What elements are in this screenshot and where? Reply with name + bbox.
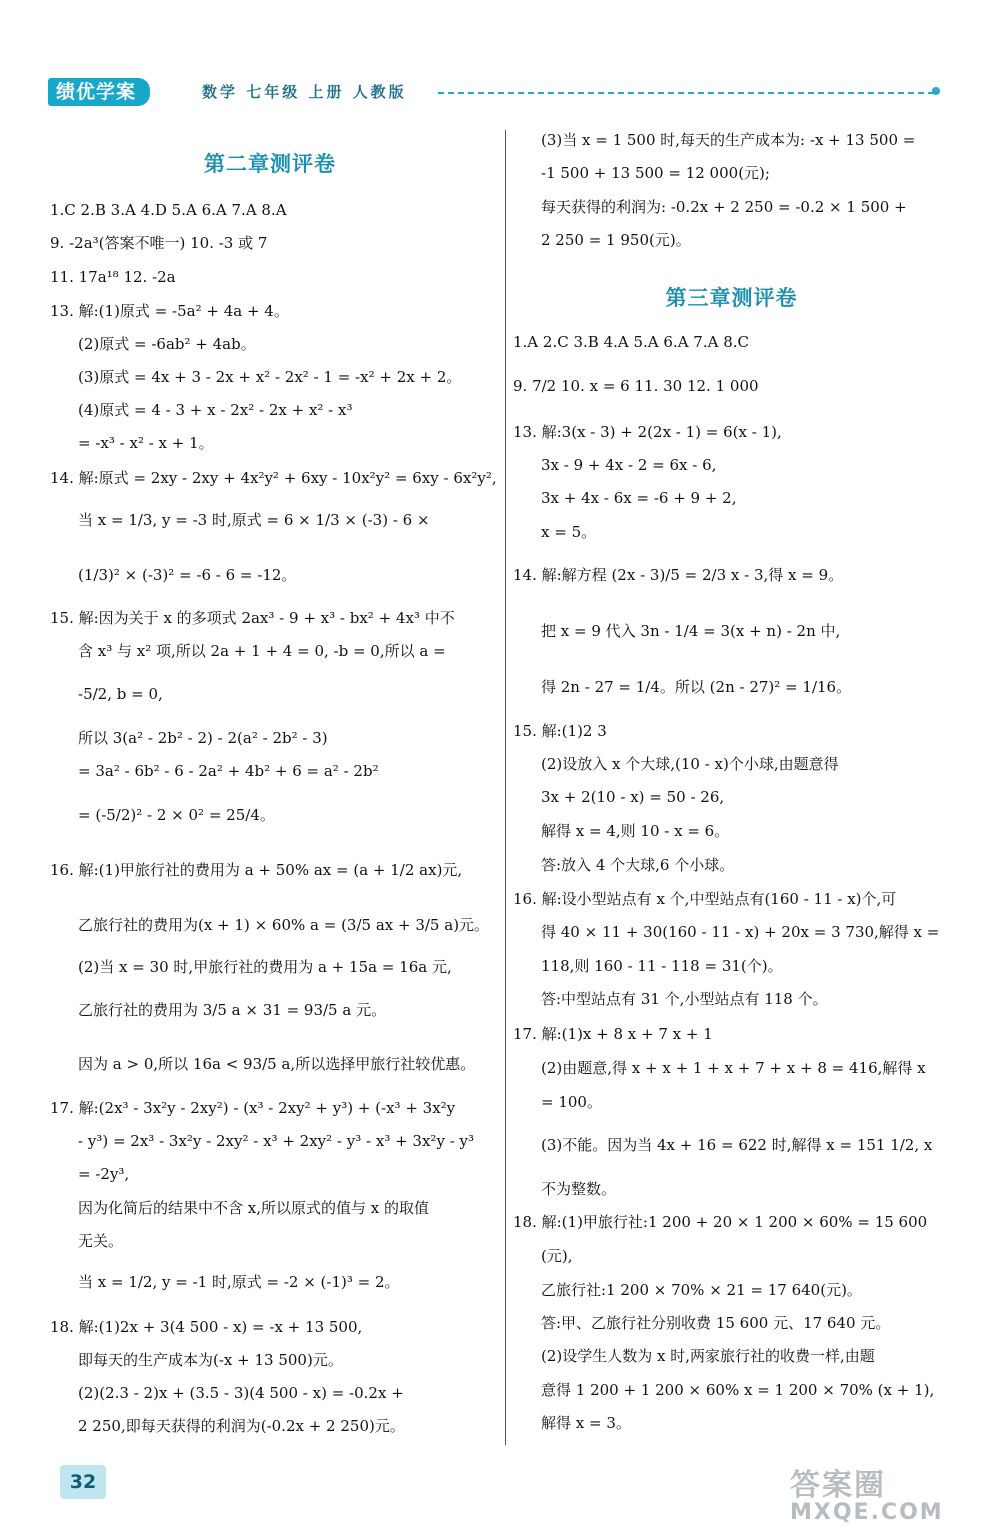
answer-line: 17. 解:(2x³ - 3x²y - 2xy²) - (x³ - 2xy² + y³) + (-x³ + 3x²y [50,1099,456,1117]
chapter3-title: 第三章测评卷 [665,286,798,310]
answer-line: 解得 x = 4,则 10 - x = 6。 [541,822,730,840]
answer-line: 3x - 9 + 4x - 2 = 6x - 6, [541,456,717,474]
answer-line: 乙旅行社的费用为(x + 1) × 60% a = (3/5 ax + 3/5 a)元。 [78,916,490,934]
answer-line: - y³) = 2x³ - 3x²y - 2xy² - x³ + 2xy² - y³ - x³ + 3x²y - y³ [78,1132,475,1150]
watermark-logo [790,1460,960,1525]
answer-line: 3x + 2(10 - x) = 50 - 26, [541,788,725,806]
answer-line: (2)当 x = 30 时,甲旅行社的费用为 a + 15a = 16a 元, [78,958,452,976]
answer-line: 把 x = 9 代入 3n - 1/4 = 3(x + n) - 2n 中, [541,622,841,640]
answer-line: 2 250 = 1 950(元)。 [541,231,691,249]
answer-line: -5/2, b = 0, [78,685,163,703]
answer-line: 17. 解:(1)x + 8 x + 7 x + 1 [513,1025,713,1043]
answer-line: 1.C 2.B 3.A 4.D 5.A 6.A 7.A 8.A [50,201,287,219]
answer-line: 答:中型站点有 31 个,小型站点有 118 个。 [541,990,828,1008]
answer-line: (2)设学生人数为 x 时,两家旅行社的收费一样,由题 [541,1347,875,1365]
answer-line: = (-5/2)² - 2 × 0² = 25/4。 [78,806,275,824]
answer-line: 18. 解:(1)2x + 3(4 500 - x) = -x + 13 500, [50,1318,363,1336]
answer-line: 1.A 2.C 3.B 4.A 5.A 6.A 7.A 8.C [513,333,750,351]
answer-line: x = 5。 [541,523,597,541]
answer-line: (元), [541,1247,573,1265]
answer-line: 13. 解:(1)原式 = -5a² + 4a + 4。 [50,302,289,320]
answer-line: 乙旅行社:1 200 × 70% × 21 = 17 640(元)。 [541,1281,862,1299]
answer-line: 每天获得的利润为: -0.2x + 2 250 = -0.2 × 1 500 + [541,198,907,216]
answer-line: 当 x = 1/2, y = -1 时,原式 = -2 × (-1)³ = 2。 [78,1273,400,1291]
column-divider [505,130,506,1445]
answer-line: 2 250,即每天获得的利润为(-0.2x + 2 250)元。 [78,1417,405,1435]
answer-line: 解得 x = 3。 [541,1414,631,1432]
answer-line: 即每天的生产成本为(-x + 13 500)元。 [78,1351,343,1369]
answer-line: 15. 解:因为关于 x 的多项式 2ax³ - 9 + x³ - bx² + 4x³ 中不 [50,609,455,627]
page-header [48,78,948,108]
answer-line: 15. 解:(1)2 3 [513,722,607,740]
answer-line: 答:甲、乙旅行社分别收费 15 600 元、17 640 元。 [541,1314,891,1332]
header-dot-icon [932,87,940,95]
answer-line: = 3a² - 6b² - 6 - 2a² + 4b² + 6 = a² - 2b² [78,762,379,780]
answer-line: 因为 a > 0,所以 16a < 93/5 a,所以选择甲旅行社较优惠。 [78,1055,476,1073]
answer-line: (1/3)² × (-3)² = -6 - 6 = -12。 [78,566,297,584]
answer-line: 乙旅行社的费用为 3/5 a × 31 = 93/5 a 元。 [78,1001,387,1019]
chapter2-title: 第二章测评卷 [204,152,336,176]
answer-line: 答:放入 4 个大球,6 个小球。 [541,856,735,874]
book-subject: 数学 七年级 上册 人教版 [202,83,407,101]
brand-logo: 绩优学案 [48,78,150,106]
answer-line: = 100。 [541,1093,602,1111]
answer-line: 14. 解:解方程 (2x - 3)/5 = 2/3 x - 3,得 x = 9。 [513,566,844,584]
answer-line: 13. 解:3(x - 3) + 2(2x - 1) = 6(x - 1), [513,423,782,441]
answer-line: 得 2n - 27 = 1/4。所以 (2n - 27)² = 1/16。 [541,678,852,696]
answer-line: (2)(2.3 - 2)x + (3.5 - 3)(4 500 - x) = -0.2x + [78,1384,404,1402]
answer-line: 得 40 × 11 + 30(160 - 11 - x) + 20x = 3 730,解得 x = [541,923,940,941]
watermark-text-top: 答案圈 [790,1468,886,1503]
answer-line: 16. 解:(1)甲旅行社的费用为 a + 50% ax = (a + 1/2 ax)元, [50,861,463,879]
answer-line: 含 x³ 与 x² 项,所以 2a + 1 + 4 = 0, -b = 0,所以 a = [78,642,446,660]
page-number: 32 [60,1465,106,1499]
answer-line: 所以 3(a² - 2b² - 2) - 2(a² - 2b² - 3) [78,729,328,747]
answer-line: 9. -2a³(答案不唯一) 10. -3 或 7 [50,234,268,252]
answer-line: 9. 7/2 10. x = 6 11. 30 12. 1 000 [513,377,759,395]
answer-line: (4)原式 = 4 - 3 + x - 2x² - 2x + x² - x³ [78,401,353,419]
answer-line: (2)原式 = -6ab² + 4ab。 [78,335,256,353]
answer-line: 14. 解:原式 = 2xy - 2xy + 4x²y² + 6xy - 10x²y² = 6xy - 6x²y², [50,469,497,487]
answer-line: (3)不能。因为当 4x + 16 = 622 时,解得 x = 151 1/2, x [541,1136,933,1154]
watermark-text-bottom: MXQE.COM [790,1500,944,1525]
answer-line: 因为化简后的结果中不含 x,所以原式的值与 x 的取值 [78,1199,429,1217]
answer-line: (2)设放入 x 个大球,(10 - x)个小球,由题意得 [541,755,839,773]
answer-line: 3x + 4x - 6x = -6 + 9 + 2, [541,489,737,507]
answer-line: 11. 17a¹⁸ 12. -2a [50,268,176,286]
answer-line: -1 500 + 13 500 = 12 000(元); [541,164,770,182]
answer-line: = -x³ - x² - x + 1。 [78,434,214,452]
answer-line: 不为整数。 [541,1180,617,1198]
answer-line: (3)原式 = 4x + 3 - 2x + x² - 2x² - 1 = -x² + 2x + 2。 [78,368,462,386]
answer-line: 意得 1 200 + 1 200 × 60% x = 1 200 × 70% (x + 1), [541,1381,935,1399]
answer-line: 16. 解:设小型站点有 x 个,中型站点有(160 - 11 - x)个,可 [513,890,897,908]
answer-line: 当 x = 1/3, y = -3 时,原式 = 6 × 1/3 × (-3) - 6 × [78,511,430,529]
answer-line: 118,则 160 - 11 - 118 = 31(个)。 [541,957,783,975]
answer-line: = -2y³, [78,1165,130,1183]
header-divider [438,92,934,94]
answer-line: 18. 解:(1)甲旅行社:1 200 + 20 × 1 200 × 60% = 15 600 [513,1213,928,1231]
answer-line: (2)由题意,得 x + x + 1 + x + 7 + x + 8 = 416,解得 x [541,1059,926,1077]
answer-line: 无关。 [78,1232,124,1250]
answer-line: (3)当 x = 1 500 时,每天的生产成本为: -x + 13 500 = [541,131,916,149]
